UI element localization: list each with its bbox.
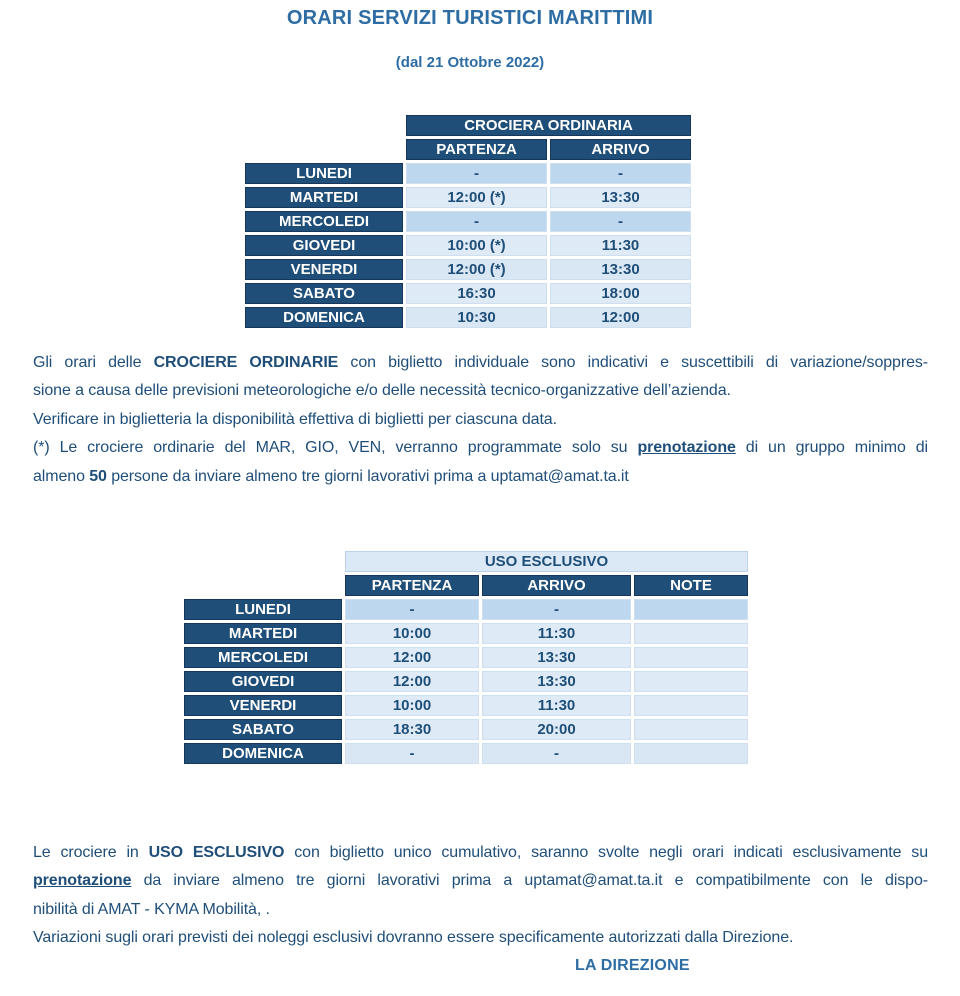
table-row (184, 719, 748, 740)
table-row (245, 187, 691, 208)
text-line (33, 434, 928, 462)
spacer-cell (184, 575, 342, 596)
table-row (245, 283, 691, 304)
page-title: ORARI SERVIZI TURISTICI MARITTIMI (286, 7, 654, 29)
table-header-row (245, 115, 691, 136)
spacer-cell (245, 139, 403, 160)
day-cell: DOMENICA (184, 743, 342, 764)
table-row (245, 259, 691, 280)
column-header-note: NOTE (634, 575, 748, 596)
text-run: con biglietto individuale sono indicativi e suscettibili di variazione/soppres- (338, 354, 928, 371)
note-cell (634, 743, 748, 764)
spacer-cell (184, 551, 342, 572)
text-run: da inviare almeno tre giorni lavorativi prima a uptamat@amat.ta.it e compatibilmente con le dispo- (131, 872, 928, 890)
note-crociere-ordinarie (33, 349, 928, 491)
day-cell: GIOVEDI (184, 671, 342, 692)
text-run: prenotazione (33, 872, 132, 890)
partenza-cell: 16:30 (406, 283, 547, 304)
note-cell (634, 695, 748, 716)
day-cell: SABATO (184, 719, 342, 740)
arrivo-cell: 20:00 (482, 719, 631, 740)
table-row (184, 623, 748, 644)
text-line (33, 377, 928, 405)
arrivo-cell: 11:30 (550, 235, 691, 256)
day-cell: LUNEDI (184, 599, 342, 620)
page-subtitle: (dal 21 Ottobre 2022) (395, 54, 545, 71)
note-cell (634, 599, 748, 620)
table-header-row (184, 551, 748, 572)
table-row (245, 307, 691, 328)
day-cell: LUNEDI (245, 163, 403, 184)
crociera-ordinaria-header: CROCIERA ORDINARIA (406, 115, 691, 136)
partenza-cell: 10:00 (345, 695, 479, 716)
text-run: prenotazione (637, 439, 736, 457)
text-run: di un gruppo minimo di (735, 439, 929, 457)
column-header-arrivo: ARRIVO (550, 139, 691, 160)
day-cell: MARTEDI (245, 187, 403, 208)
text-line (33, 463, 928, 491)
day-cell: GIOVEDI (245, 235, 403, 256)
table-row (245, 211, 691, 232)
arrivo-cell: - (550, 163, 691, 184)
text-line (33, 349, 928, 377)
partenza-cell: 12:00 (*) (406, 259, 547, 280)
text-run: Gli orari delle (33, 354, 154, 371)
note-cell (634, 671, 748, 692)
day-cell: MERCOLEDI (184, 647, 342, 668)
crociera-ordinaria-table (242, 112, 694, 331)
day-cell: MERCOLEDI (245, 211, 403, 232)
partenza-cell: 10:00 (345, 623, 479, 644)
arrivo-cell: - (482, 743, 631, 764)
text-run: Verificare in biglietteria la disponibilità effettiva di biglietti per ciascuna data. (33, 410, 557, 428)
table-row (184, 647, 748, 668)
column-header-partenza: PARTENZA (406, 139, 547, 160)
note-cell (634, 623, 748, 644)
text-run: persone da inviare almeno tre giorni lavorativi prima a uptamat@amat.ta.it (106, 467, 629, 485)
partenza-cell: - (406, 163, 547, 184)
text-run: con biglietto unico cumulativo, saranno svolte negli orari indicati esclusivamente su (284, 844, 928, 861)
partenza-cell: 12:00 (345, 671, 479, 692)
arrivo-cell: 18:00 (550, 283, 691, 304)
arrivo-cell: 13:30 (482, 671, 631, 692)
arrivo-cell: 11:30 (482, 623, 631, 644)
arrivo-cell: 13:30 (550, 187, 691, 208)
uso-esclusivo-header: USO ESCLUSIVO (345, 551, 748, 572)
text-run: Le crociere in (33, 844, 149, 861)
text-line (33, 839, 928, 867)
table-column-header-row (184, 575, 748, 596)
arrivo-cell: 13:30 (550, 259, 691, 280)
text-line (33, 924, 928, 952)
day-cell: VENERDI (245, 259, 403, 280)
text-line (33, 406, 928, 434)
text-line (33, 896, 928, 924)
column-header-arrivo: ARRIVO (482, 575, 631, 596)
text-run: almeno (33, 467, 90, 485)
text-run: Variazioni sugli orari previsti dei noleggi esclusivi dovranno essere specificamente autorizzati dalla Direzione. (33, 929, 794, 947)
arrivo-cell: - (550, 211, 691, 232)
note-cell (634, 719, 748, 740)
partenza-cell: 12:00 (345, 647, 479, 668)
text-run: USO ESCLUSIVO (148, 844, 285, 861)
partenza-cell: 12:00 (*) (406, 187, 547, 208)
day-cell: VENERDI (184, 695, 342, 716)
day-cell: DOMENICA (245, 307, 403, 328)
uso-esclusivo-table (181, 548, 751, 767)
text-run: (*) Le crociere ordinarie del MAR, GIO, VEN, verranno programmate solo su (33, 439, 638, 457)
table-row (184, 671, 748, 692)
day-cell: SABATO (245, 283, 403, 304)
note-uso-esclusivo (33, 839, 928, 953)
spacer-cell (245, 115, 403, 136)
table-row (184, 695, 748, 716)
partenza-cell: 18:30 (345, 719, 479, 740)
column-header-partenza: PARTENZA (345, 575, 479, 596)
table-row (245, 163, 691, 184)
text-run: nibilità di AMAT - KYMA Mobilità, . (33, 900, 270, 918)
partenza-cell: - (345, 743, 479, 764)
text-line (33, 867, 928, 895)
arrivo-cell: 12:00 (550, 307, 691, 328)
text-run: sione a causa delle previsioni meteorologiche e/o delle necessità tecnico-organizzative dell’azienda. (33, 382, 731, 400)
signature-la-direzione: LA DIREZIONE (575, 957, 690, 974)
day-cell: MARTEDI (184, 623, 342, 644)
arrivo-cell: 13:30 (482, 647, 631, 668)
table-row (184, 599, 748, 620)
partenza-cell: 10:30 (406, 307, 547, 328)
text-run: CROCIERE ORDINARIE (153, 354, 339, 371)
text-run: 50 (89, 467, 107, 485)
table-column-header-row (245, 139, 691, 160)
note-cell (634, 647, 748, 668)
arrivo-cell: 11:30 (482, 695, 631, 716)
partenza-cell: - (406, 211, 547, 232)
arrivo-cell: - (482, 599, 631, 620)
table-row (245, 235, 691, 256)
partenza-cell: - (345, 599, 479, 620)
table-row (184, 743, 748, 764)
partenza-cell: 10:00 (*) (406, 235, 547, 256)
